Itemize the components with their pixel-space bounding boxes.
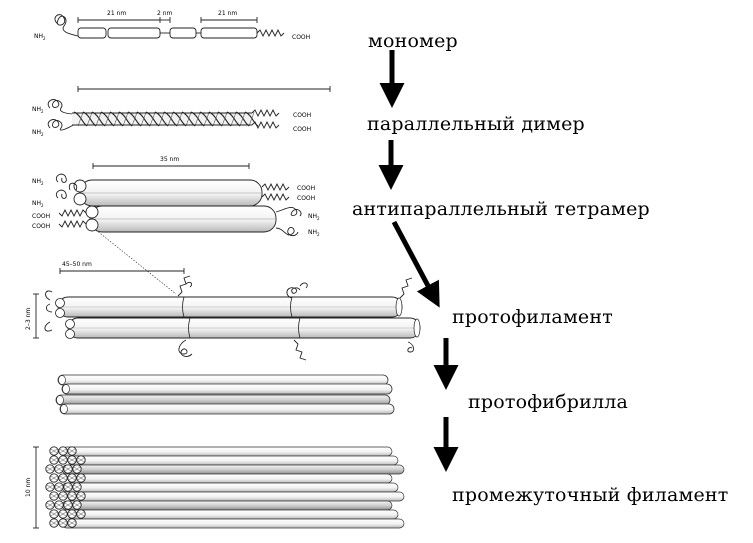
protofilament-width-label: 2–3 nm (25, 307, 32, 330)
monomer-segment-1b (108, 28, 160, 38)
monomer-segment-1a (78, 28, 106, 38)
tetramer-c-label-2: COOH (32, 223, 51, 230)
tetramer-n-label-1: $NH_2$ (32, 178, 44, 186)
assembly-arrows (391, 50, 446, 460)
tetramer-n-label-3: $NH_2$ (308, 213, 320, 221)
stage-label-intermediate-filament: промежуточный филамент (452, 484, 729, 506)
monomer-c-label: COOH (292, 34, 311, 41)
tetramer-c-label-1: COOH (32, 213, 51, 220)
intermediate-filament-drawing (33, 447, 404, 528)
dimer-n-label-1: $NH_2$ (32, 106, 44, 114)
dimer-c-label-1: COOH (293, 112, 312, 119)
monomer-drawing (55, 15, 284, 38)
monomer-n-coil (55, 15, 78, 36)
stage-label-protofibril: протофибрилла (468, 391, 629, 413)
stage-label-dimer: параллельный димер (367, 113, 585, 135)
monomer-n-label: $NH_2$ (34, 33, 46, 41)
tetramer-c-label-3: COOH (297, 185, 316, 192)
tetramer-drawing (56, 163, 301, 294)
monomer-segment-2a (170, 28, 196, 38)
tetramer-n-label-2: $NH_2$ (32, 200, 44, 208)
dimer-coiled-coil (72, 112, 258, 126)
dimer-c-label-2: COOH (293, 126, 312, 133)
monomer-dim-2: 2 nm (157, 10, 173, 17)
protofibril-drawing (56, 375, 394, 414)
dimer-n-label-2: $NH_2$ (32, 129, 44, 137)
arrow-tetramer-to-protofilament (394, 222, 434, 297)
tetramer-n-label-4: $NH_2$ (308, 229, 320, 237)
stage-label-protofilament: протофиламент (452, 306, 613, 328)
tetramer-c-label-4: COOH (297, 195, 316, 202)
stage-label-monomer: мономер (368, 30, 458, 52)
monomer-c-tail (257, 30, 284, 36)
protofilament-overlap-label: 45–50 nm (62, 261, 92, 268)
stage-label-tetramer: антипараллельный тетрамер (352, 198, 650, 220)
filament-width-label: 10 nm (25, 477, 32, 497)
monomer-dim-1: 21 nm (107, 10, 127, 17)
tetramer-length-label: 35 nm (160, 156, 180, 163)
protofilament-drawing (33, 268, 420, 360)
dimer-drawing (48, 86, 330, 130)
monomer-dim-3: 21 nm (218, 10, 238, 17)
monomer-segment-2b (201, 28, 257, 38)
